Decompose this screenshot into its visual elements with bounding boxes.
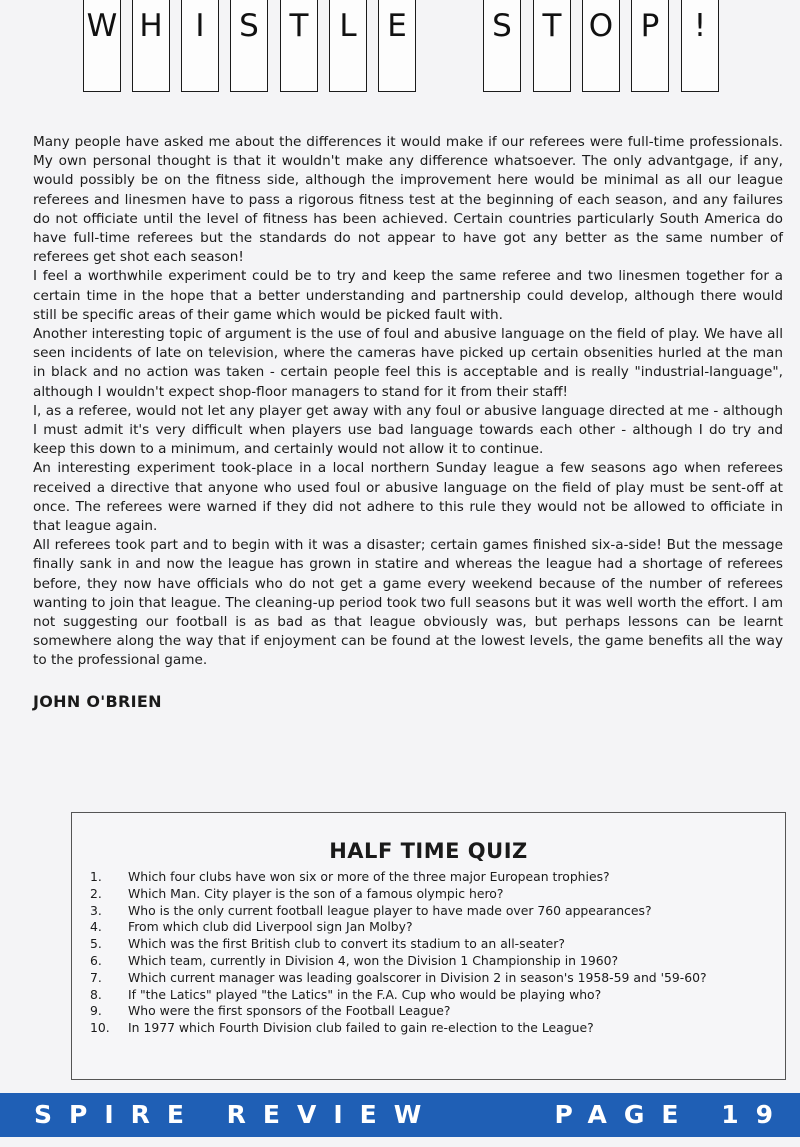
page-title [0,0,800,100]
article-body [33,133,783,671]
quiz-question [72,970,785,987]
title-letter: W [83,0,121,92]
quiz-panel [71,812,786,1080]
question-number: 3. [90,902,102,918]
title-letter: L [329,0,367,92]
quiz-question [72,1003,785,1020]
title-letter: T [280,0,318,92]
quiz-question [72,987,785,1004]
quiz-question [72,953,785,970]
question-number: 8. [90,986,102,1002]
article-paragraph: I feel a worthwhile experiment could be to try and keep the same referee and two linesmen together for a certain time in the hope that a better understanding and partnership could develop, although there would still be specific areas of their game which would be picked fault with. [33,268,783,323]
page-number: PAGE 19 [554,1100,790,1129]
question-number: 9. [90,1003,102,1019]
question-text: Which team, currently in Division 4, won the Division 1 Championship in 1960? [128,952,619,968]
title-letter: S [483,0,521,92]
question-text: In 1977 which Fourth Division club failed to gain re-election to the League? [128,1020,594,1036]
author-name: JOHN O'BRIEN [33,692,162,711]
article-paragraph: All referees took part and to begin with it was a disaster; certain games finished six-a-side! But the message finally sank in and now the league has grown in statire and whereas the league had a shortage of referees before, they now have officials who do not get a game every weekend because of the number of referees wanting to join that league. The cleaning-up period took two full seasons but it was well worth the effort. I am not suggesting our football is as bad as that league obviously was, but perhaps lessons can be learnt somewhere along the way that if enjoyment can be found at the lowest levels, the game benefits all the way to the professional game. [33,537,783,669]
publication-name: SPIRE REVIEW [34,1100,439,1129]
quiz-list [72,869,785,1037]
title-letter: H [132,0,170,92]
quiz-question [72,886,785,903]
question-number: 1. [90,869,102,884]
question-text: If "the Latics" played "the Latics" in the F.A. Cup who would be playing who? [128,986,602,1002]
title-letter: S [230,0,268,92]
article-paragraph: I, as a referee, would not let any player get away with any foul or abusive language directed at me - although I must admit it's very difficult when players use bad language towards each other - although I do try and keep this down to a minimum, and certainly would not allow it to continue. [33,402,783,458]
question-number: 4. [90,919,102,935]
title-letter: E [378,0,416,92]
question-text: Which Man. City player is the son of a famous olympic hero? [128,885,504,901]
title-letter: P [631,0,669,92]
article-paragraph: An interesting experiment took-place in a local northern Sunday league a few seasons ago when referees received a directive that anyone who used foul or abusive language on the field of play must be sent-off at once. The referees were warned if they did not adhere to this rule they would not be allowed to officiate in that league again. [33,460,783,535]
question-text: Which four clubs have won six or more of the three major European trophies? [128,869,610,884]
question-text: Which current manager was leading goalscorer in Division 2 in season's 1958-59 and '59-60? [128,969,707,985]
question-number: 6. [90,952,102,968]
question-text: Which was the first British club to convert its stadium to an all-seater? [128,936,565,952]
article-paragraph: Many people have asked me about the differences it would make if our referees were full-time professionals. My own personal thought is that it wouldn't make any difference whatsoever. The only advantgage, if any, would possibly be on the fitness side, although the improvement here would be minimal as all our league referees and linesmen have to pass a rigorous fitness test at the beginning of each season, and any failures do not officiate until the level of fitness has been achieved. Certain countries particularly South America do have full-time referees but the standards do not appear to have got any better as the same number of referees get shot each season! [33,134,783,266]
question-text: Who is the only current football league player to have made over 760 appearances? [128,902,652,918]
question-number: 2. [90,885,102,901]
title-letter: ! [681,0,719,92]
title-letter: I [181,0,219,92]
question-text: Who were the first sponsors of the Football League? [128,1003,451,1019]
quiz-question [72,1020,785,1037]
article-paragraph: Another interesting topic of argument is the use of foul and abusive language on the field of play. We have all seen incidents of late on television, where the cameras have picked up certain obsenities hurled at the man in black and no action was taken - certain people feel this is acceptable and is really "industrial-language", although I wouldn't expect shop-floor managers to stand for it from their staff! [33,326,783,400]
question-number: 7. [90,969,102,985]
question-text: From which club did Liverpool sign Jan Molby? [128,919,413,935]
quiz-question [72,869,785,886]
title-letter: O [582,0,620,92]
question-number: 5. [90,936,102,952]
quiz-question [72,919,785,936]
quiz-question [72,936,785,953]
footer-band [0,1093,800,1137]
question-number: 10. [90,1020,110,1036]
title-letter: T [533,0,571,92]
quiz-question [72,903,785,920]
quiz-title: HALF TIME QUIZ [329,839,528,863]
